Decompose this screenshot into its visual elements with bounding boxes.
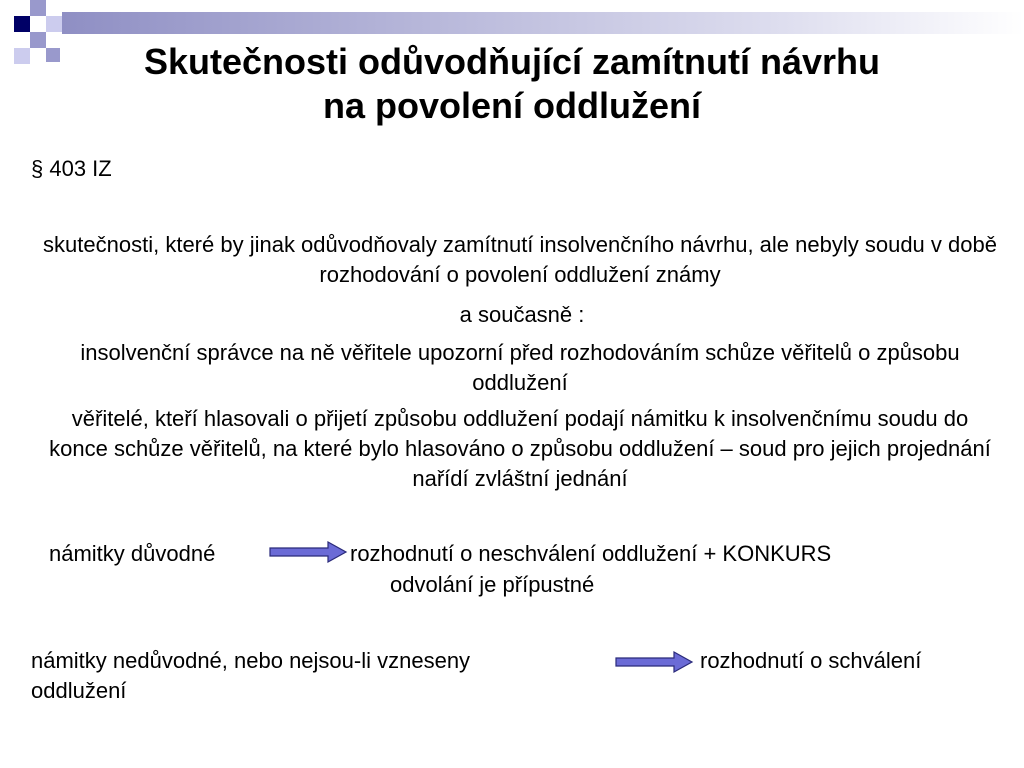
right-arrow-icon [614, 650, 694, 674]
header-gradient-bar [62, 12, 1024, 34]
slide-title [0, 40, 1024, 128]
conjunction-text: a současně : [459, 302, 585, 327]
decision-approved: rozhodnutí o schválení [700, 648, 922, 673]
right-arrow-icon [268, 540, 348, 564]
objections-justified-label: námitky důvodné [49, 541, 216, 566]
paragraph-administrator: insolvenční správce na ně věřitele upozorní před rozhodováním schůze věřitelů o způsobu oddlužení [80, 340, 960, 395]
objections-unjustified-label: námitky nedůvodné, nebo nejsou-li vzneseny [31, 648, 471, 673]
decision-not-approved: rozhodnutí o neschválení oddlužení + KONKURS [350, 541, 832, 566]
section-reference: § 403 IZ [31, 156, 112, 181]
appeal-admissible-note: odvolání je přípustné [390, 572, 595, 597]
decision-approved-continuation: oddlužení [31, 678, 127, 703]
slide-title-line2: na povolení oddlužení [323, 85, 701, 126]
paragraph-facts: skutečnosti, které by jinak odůvodňovaly zamítnutí insolvenčního návrhu, ale nebyly soudu v době rozhodování o povolení oddlužení známy [43, 232, 997, 287]
paragraph-creditors: věřitelé, kteří hlasovali o přijetí způsobu oddlužení podají námitku k insolvenčnímu soudu do konce schůze věřitelů, na které bylo hlasováno o způsobu oddlužení – soud pro jejich projednání nařídí zvláštní jednání [49, 406, 991, 491]
slide-title-line1: Skutečnosti odůvodňující zamítnutí návrhu [143, 41, 881, 82]
